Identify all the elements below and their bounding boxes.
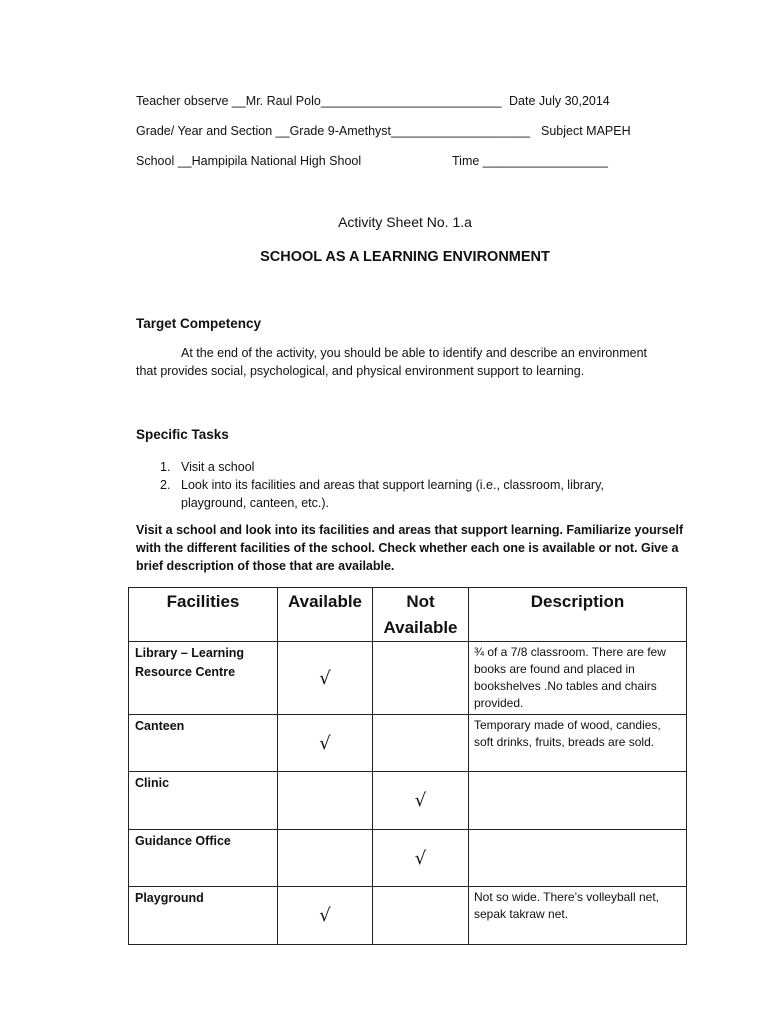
target-competency-heading: Target Competency: [136, 316, 262, 331]
table-row: [129, 772, 687, 830]
available-check: √: [278, 642, 373, 715]
header-facilities: Facilities: [129, 588, 278, 642]
facility-description: [469, 830, 687, 887]
header-not-available: [373, 588, 469, 642]
facility-name: Playground: [129, 887, 278, 945]
header-not-available-line-1: Not: [406, 592, 435, 611]
facility-description: [469, 772, 687, 830]
available-check: √: [278, 887, 373, 945]
task-item: [160, 458, 630, 476]
teacher-field: Teacher observe __Mr. Raul Polo__________________________: [136, 94, 502, 108]
grade-section-field: Grade/ Year and Section __Grade 9-Amethyst____________________: [136, 124, 531, 138]
subject-field: Subject MAPEH: [541, 124, 631, 138]
header-available: Available: [278, 588, 373, 642]
school-field: School __Hampipila National High Shool: [136, 154, 362, 168]
not-available-check: √: [373, 772, 469, 830]
task-number: 1.: [160, 460, 171, 474]
time-field: Time __________________: [452, 154, 608, 168]
facility-description: ¾ of a 7/8 classroom. There are few books are found and placed in bookshelves .No tables and chairs provided.: [469, 642, 687, 715]
not-available-check: [373, 715, 469, 772]
facility-name-line-2: Resource Centre: [135, 665, 236, 679]
instructions-line-3: brief description of those that are available.: [136, 559, 395, 573]
facility-name: Guidance Office: [129, 830, 278, 887]
header-description: Description: [469, 588, 687, 642]
specific-tasks-heading: Specific Tasks: [136, 427, 229, 442]
not-available-check: √: [373, 830, 469, 887]
not-available-check: [373, 887, 469, 945]
activity-sheet-title: Activity Sheet No. 1.a: [338, 214, 472, 230]
target-competency-line-2: that provides social, psychological, and physical environment support to learning.: [136, 364, 585, 378]
available-check: [278, 772, 373, 830]
table-row: [129, 887, 687, 945]
task-text: Visit a school: [181, 460, 255, 474]
facility-description: Not so wide. There’s volleyball net, sepak takraw net.: [469, 887, 687, 945]
task-number: 2.: [160, 478, 171, 492]
target-competency-line-1: At the end of the activity, you should be able to identify and describe an environment: [181, 346, 648, 360]
facility-description: Temporary made of wood, candies, soft drinks, fruits, breads are sold.: [469, 715, 687, 772]
facility-name: Clinic: [129, 772, 278, 830]
table-header-row: [129, 588, 687, 642]
instructions-line-2: with the different facilities of the school. Check whether each one is available or not. Give a: [136, 541, 679, 555]
facility-name: Canteen: [129, 715, 278, 772]
header-not-available-line-2: Available: [383, 618, 458, 637]
table-row: [129, 715, 687, 772]
table-row: [129, 642, 687, 715]
task-text: Look into its facilities and areas that support learning (i.e., classroom, library, playground, canteen, etc.).: [181, 478, 604, 510]
not-available-check: [373, 642, 469, 715]
page-title: SCHOOL AS A LEARNING ENVIRONMENT: [260, 249, 550, 265]
date-field: Date July 30,2014: [509, 94, 610, 108]
facility-name-line-1: Library – Learning: [135, 646, 245, 660]
task-item: [160, 476, 630, 512]
available-check: √: [278, 715, 373, 772]
facility-name: [129, 642, 278, 715]
available-check: [278, 830, 373, 887]
instructions-line-1: Visit a school and look into its facilities and areas that support learning. Familiarize yourself: [136, 523, 684, 537]
table-row: [129, 830, 687, 887]
facilities-table: [128, 587, 687, 945]
